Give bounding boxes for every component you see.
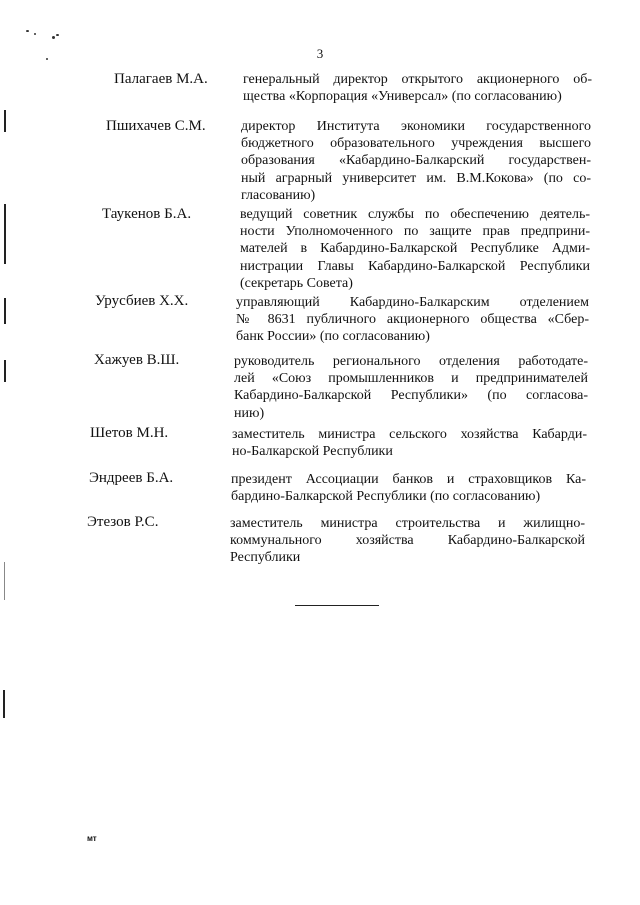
member-name: Таукенов Б.А. <box>102 206 192 222</box>
position-line: нию) <box>234 405 265 421</box>
member-position <box>236 294 589 346</box>
position-line: № 8631 публичного акционерного общества «Сбер- <box>236 312 589 328</box>
position-line: бюджетного образовательного учреждения высшего <box>241 136 591 152</box>
position-line: управляющий Кабардино-Балкарским отделением <box>236 295 589 310</box>
position-line: руководитель регионального отделения работодате- <box>234 354 588 369</box>
member-position <box>234 353 588 422</box>
position-line: Кабардино-Балкарской Республики» (по согласова- <box>234 388 588 404</box>
member-position <box>243 71 592 105</box>
position-line: заместитель министра строительства и жилищно- <box>230 516 585 531</box>
position-line: ный аграрный университет им. В.М.Кокова» (по со- <box>241 170 591 186</box>
position-line: щества «Корпорация «Универсал» (по согласованию) <box>243 89 562 105</box>
footer-code: мт <box>87 834 97 843</box>
position-line: директор Института экономики государственного <box>241 119 591 134</box>
member-name: Пшихачев С.М. <box>106 118 206 134</box>
position-line: лей «Союз промышленников и предпринимателей <box>234 371 588 387</box>
position-line: образования «Кабардино-Балкарский государствен- <box>241 153 591 169</box>
position-line: генеральный директор открытого акционерного об- <box>243 72 592 87</box>
member-position <box>230 515 585 567</box>
closing-rule-divider <box>295 605 379 606</box>
position-line: банк России» (по согласованию) <box>236 329 430 345</box>
member-name: Шетов М.Н. <box>90 425 169 441</box>
member-position <box>232 426 587 460</box>
position-line: ности Уполномоченного по защите прав предприни- <box>240 224 590 240</box>
position-line: нистрации Главы Кабардино-Балкарской Республики <box>240 258 590 274</box>
member-position <box>241 118 591 204</box>
member-position <box>240 206 590 292</box>
position-line: Республики <box>230 550 301 566</box>
position-line: бардино-Балкарской Республики (по согласованию) <box>231 489 541 505</box>
position-line: президент Ассоциации банков и страховщиков Ка- <box>231 472 586 487</box>
member-position <box>231 471 586 505</box>
member-name: Эндреев Б.А. <box>89 470 174 486</box>
member-name: Палагаев М.А. <box>114 71 208 87</box>
position-line: заместитель министра сельского хозяйства Кабарди- <box>232 427 587 442</box>
member-name: Хажуев В.Ш. <box>94 352 180 368</box>
member-name: Урусбиев Х.Х. <box>95 293 189 309</box>
position-line: но-Балкарской Республики <box>232 444 393 460</box>
position-line: коммунального хозяйства Кабардино-Балкарской <box>230 533 585 549</box>
position-line: гласованию) <box>241 187 316 203</box>
position-line: ведущий советник службы по обеспечению деятель- <box>240 207 590 222</box>
page-number: 3 <box>316 46 324 61</box>
member-name: Этезов Р.С. <box>87 514 159 530</box>
position-line: (секретарь Совета) <box>240 275 353 291</box>
position-line: мателей в Кабардино-Балкарской Республике Адми- <box>240 241 590 257</box>
